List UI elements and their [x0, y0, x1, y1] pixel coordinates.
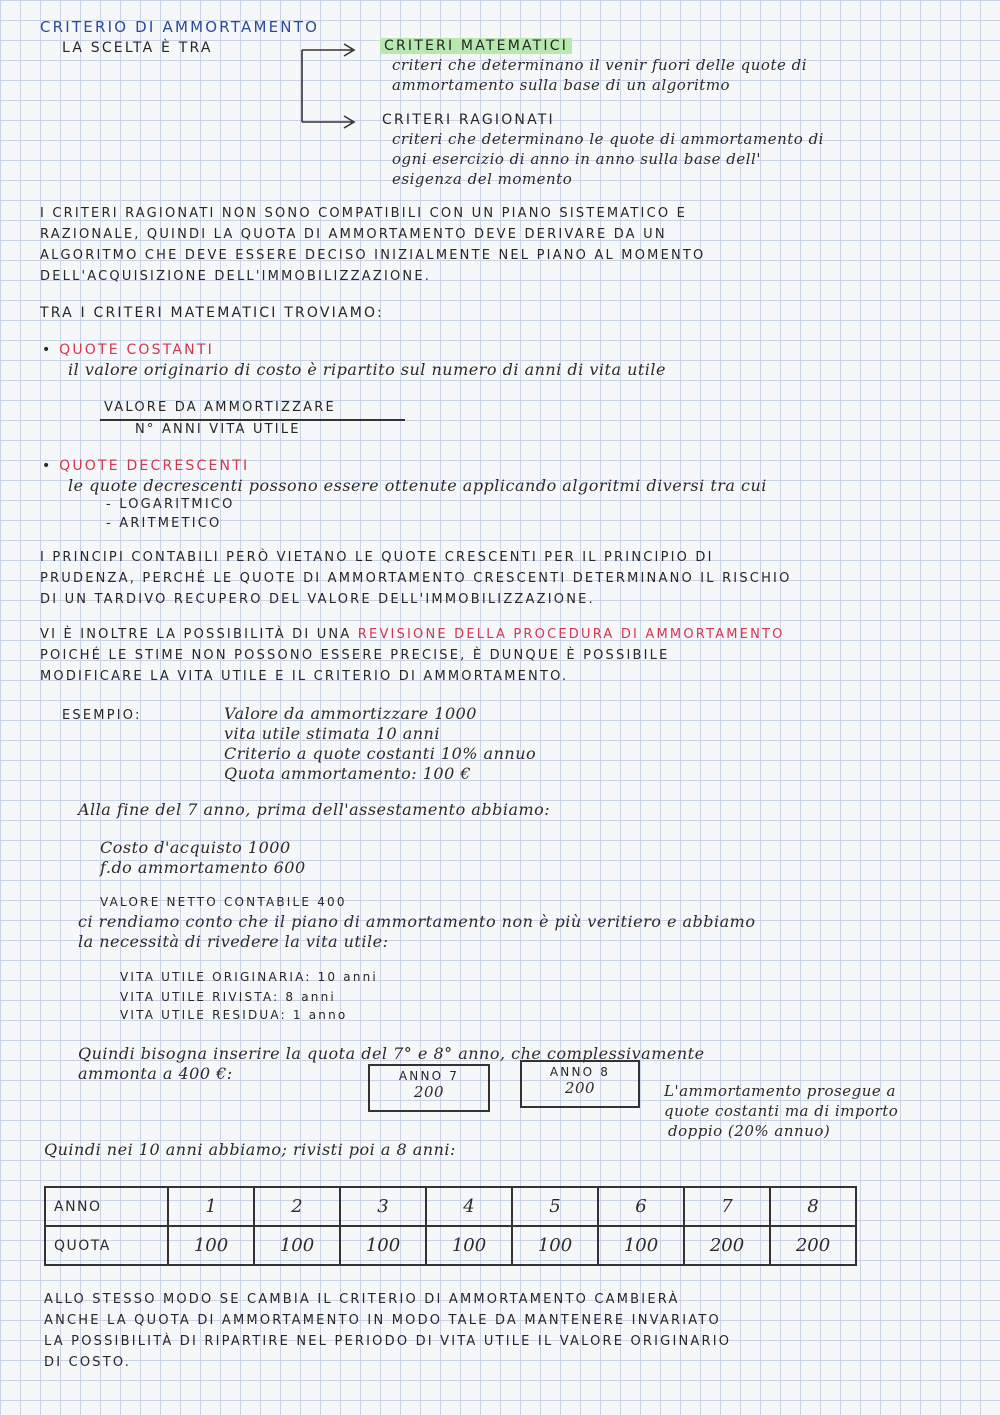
bracket-arrows: [290, 40, 380, 130]
vita-utile-residua: VITA UTILE RESIDUA: 1 anno: [120, 1008, 348, 1022]
table-header-anno: ANNO: [45, 1187, 168, 1226]
table-cell-quota: 100: [168, 1226, 254, 1265]
decrescenti-item-1: - LOGARITMICO: [106, 497, 235, 512]
fraction-numerator: VALORE DA AMMORTIZZARE: [104, 400, 336, 415]
fraction-bar: [100, 419, 405, 421]
costanti-desc: il valore originario di costo è ripartito sul numero di anni di vita utile: [68, 360, 667, 379]
quindi-bisogna-2: ammonta a 400 €:: [78, 1064, 233, 1083]
choice-intro: LA SCELTA È TRA: [62, 40, 213, 56]
table-cell-anno: 3: [340, 1187, 426, 1226]
math-criteria-desc-2: ammortamento sulla base di un algoritmo: [392, 76, 731, 94]
table-cell-anno: 6: [598, 1187, 684, 1226]
para3-line1: VI È INOLTRE LA POSSIBILITÀ DI UNA REVISIONE DELLA PROCEDURA DI AMMORTAMENTO: [40, 627, 785, 642]
tra-criteri: TRA I CRITERI MATEMATICI TROVIAMO:: [40, 305, 384, 321]
valore-netto-contabile: VALORE NETTO CONTABILE 400: [100, 895, 347, 909]
table-cell-anno: 8: [770, 1187, 856, 1226]
page-title: CRITERIO DI AMMORTAMENTO: [40, 18, 320, 36]
note-line-1: L'ammortamento prosegue a: [664, 1082, 896, 1100]
table-cell-quota: 100: [598, 1226, 684, 1265]
fondo-ammortamento: f.do ammortamento 600: [100, 858, 306, 877]
decrescenti-desc: le quote decrescenti possono essere ottenute applicando algoritmi diversi tra cui: [68, 476, 767, 495]
finale-line2: ANCHE LA QUOTA DI AMMORTAMENTO IN MODO TALE DA MANTENERE INVARIATO: [44, 1313, 721, 1328]
table-cell-quota: 200: [684, 1226, 770, 1265]
quindi-nei-10-anni: Quindi nei 10 anni abbiamo; rivisti poi a 8 anni:: [44, 1140, 456, 1159]
table-cell-quota: 100: [512, 1226, 598, 1265]
rational-criteria-title: CRITERI RAGIONATI: [382, 112, 555, 128]
table-cell-anno: 7: [684, 1187, 770, 1226]
table-cell-quota: 200: [770, 1226, 856, 1265]
esempio-label: ESEMPIO:: [62, 708, 142, 723]
esempio-row-1: Valore da ammortizzare 1000: [224, 704, 477, 723]
para2-line2: PRUDENZA, PERCHÉ LE QUOTE DI AMMORTAMENTO CRESCENTI DETERMINANO IL RISCHIO: [40, 571, 792, 586]
table-cell-anno: 2: [254, 1187, 340, 1226]
table-cell-quota: 100: [254, 1226, 340, 1265]
rendiamo-conto-2: la necessità di rivedere la vita utile:: [78, 932, 389, 951]
para1-line1: I CRITERI RAGIONATI NON SONO COMPATIBILI CON UN PIANO SISTEMATICO E: [40, 206, 688, 221]
math-criteria-desc-1: criteri che determinano il venir fuori delle quote di: [392, 56, 808, 74]
table-cell-anno: 4: [426, 1187, 512, 1226]
para2-line1: I PRINCIPI CONTABILI PERÒ VIETANO LE QUOTE CRESCENTI PER IL PRINCIPIO DI: [40, 550, 714, 565]
esempio-row-3: Criterio a quote costanti 10% annuo: [224, 744, 537, 763]
para1-line3: ALGORITMO CHE DEVE ESSERE DECISO INIZIALMENTE NEL PIANO AL MOMENTO: [40, 248, 706, 263]
para3-line3: MODIFICARE LA VITA UTILE E IL CRITERIO DI AMMORTAMENTO.: [40, 669, 569, 684]
rendiamo-conto-1: ci rendiamo conto che il piano di ammortamento non è più veritiero e abbiamo: [78, 912, 756, 931]
note-line-2: quote costanti ma di importo: [664, 1102, 899, 1120]
box-anno-8: ANNO 8 200: [520, 1060, 640, 1108]
table-cell-quota: 100: [426, 1226, 512, 1265]
math-criteria-title: CRITERI MATEMATICI: [380, 38, 572, 54]
para1-line4: DELL'ACQUISIZIONE DELL'IMMOBILIZZAZIONE.: [40, 269, 432, 284]
quindi-bisogna-1: Quindi bisogna inserire la quota del 7° e 8° anno, che complessivamente: [78, 1044, 705, 1063]
esempio-row-4: Quota ammortamento: 100 €: [224, 764, 472, 783]
note-line-3: doppio (20% annuo): [668, 1122, 831, 1140]
para3-line2: POICHÉ LE STIME NON POSSONO ESSERE PRECISE, È DUNQUE È POSSIBILE: [40, 648, 670, 663]
rational-criteria-desc-3: esigenza del momento: [392, 170, 573, 188]
fine-anno: Alla fine del 7 anno, prima dell'assestamento abbiamo:: [78, 800, 551, 819]
box-anno-7: ANNO 7 200: [368, 1064, 490, 1112]
vita-utile-rivista: VITA UTILE RIVISTA: 8 anni: [120, 990, 336, 1004]
table-cell-anno: 1: [168, 1187, 254, 1226]
table-row-quota: [45, 1226, 856, 1265]
rational-criteria-desc-1: criteri che determinano le quote di ammortamento di: [392, 130, 824, 148]
table-header-quota: QUOTA: [45, 1226, 168, 1265]
finale-line4: DI COSTO.: [44, 1355, 132, 1370]
finale-line3: LA POSSIBILITÀ DI RIPARTIRE NEL PERIODO DI VITA UTILE IL VALORE ORIGINARIO: [44, 1334, 732, 1349]
table-cell-anno: 5: [512, 1187, 598, 1226]
costo-acquisto: Costo d'acquisto 1000: [100, 838, 291, 857]
bullet-costanti: • QUOTE COSTANTI: [42, 342, 214, 358]
table-cell-quota: 100: [340, 1226, 426, 1265]
rational-criteria-desc-2: ogni esercizio di anno in anno sulla base dell': [392, 150, 761, 168]
finale-line1: ALLO STESSO MODO SE CAMBIA IL CRITERIO DI AMMORTAMENTO CAMBIERÀ: [44, 1292, 680, 1307]
fraction-denominator: N° ANNI VITA UTILE: [135, 422, 301, 437]
quota-table: [44, 1186, 857, 1266]
bullet-decrescenti: • QUOTE DECRESCENTI: [42, 458, 250, 474]
vita-utile-originaria: VITA UTILE ORIGINARIA: 10 anni: [120, 970, 378, 984]
table-row-anno: [45, 1187, 856, 1226]
esempio-row-2: vita utile stimata 10 anni: [224, 724, 440, 743]
para2-line3: DI UN TARDIVO RECUPERO DEL VALORE DELL'IMMOBILIZZAZIONE.: [40, 592, 595, 607]
decrescenti-item-2: - ARITMETICO: [106, 516, 222, 531]
para1-line2: RAZIONALE, QUINDI LA QUOTA DI AMMORTAMENTO DEVE DERIVARE DA UN: [40, 227, 667, 242]
